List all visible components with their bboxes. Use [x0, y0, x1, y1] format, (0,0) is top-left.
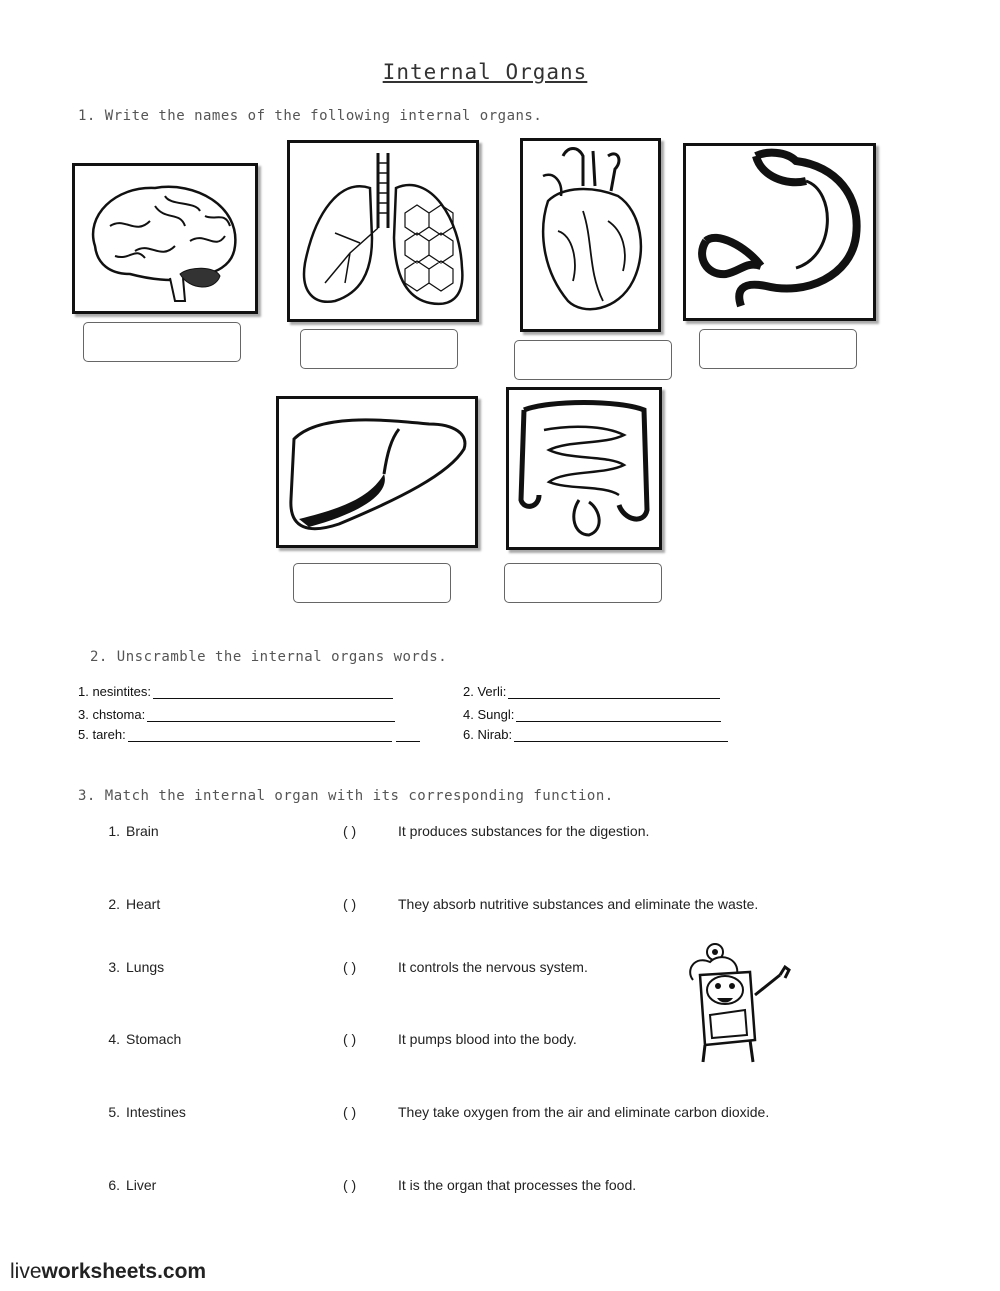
match-organ: Brain — [126, 823, 159, 839]
match-function: It pumps blood into the body. — [398, 1031, 577, 1047]
match-number: 6. — [108, 1177, 120, 1193]
footer-brand[interactable] — [10, 1260, 206, 1284]
section2-instruction: 2. Unscramble the internal organs words. — [90, 649, 448, 665]
lungs-icon — [290, 143, 476, 319]
answer-box-heart[interactable] — [514, 340, 672, 380]
lungs-image — [287, 140, 479, 322]
match-answer-slot[interactable]: ( ) — [343, 823, 357, 839]
unscramble-item-1 — [78, 684, 393, 699]
answer-line-extra — [396, 727, 420, 742]
match-row — [98, 1177, 898, 1197]
doctor-icon — [675, 940, 805, 1070]
match-number: 2. — [108, 896, 120, 912]
brand-light: live — [10, 1260, 42, 1283]
answer-line[interactable] — [153, 684, 393, 699]
answer-box-lungs[interactable] — [300, 329, 458, 369]
match-answer-slot[interactable]: ( ) — [343, 896, 357, 912]
match-number: 3. — [108, 959, 120, 975]
intestines-image — [506, 387, 662, 550]
answer-line[interactable] — [128, 727, 392, 742]
unscramble-label: 2. Verli: — [463, 684, 507, 699]
match-row — [98, 823, 898, 843]
unscramble-item-4 — [463, 707, 721, 722]
answer-box-intestines[interactable] — [504, 563, 662, 603]
liver-image — [276, 396, 478, 548]
brand-bold: worksheets — [41, 1260, 158, 1283]
match-number: 4. — [108, 1031, 120, 1047]
match-organ: Stomach — [126, 1031, 182, 1047]
match-function: It produces substances for the digestion. — [398, 823, 650, 839]
stomach-image — [683, 143, 876, 321]
unscramble-item-3 — [78, 707, 395, 722]
answer-line[interactable] — [147, 707, 395, 722]
answer-box-brain[interactable] — [83, 322, 241, 362]
match-answer-slot[interactable]: ( ) — [343, 1104, 357, 1120]
match-answer-slot[interactable]: ( ) — [343, 959, 357, 975]
brain-image — [72, 163, 258, 314]
liver-icon — [279, 399, 475, 545]
unscramble-label: 4. Sungl: — [463, 707, 515, 722]
match-organ: Heart — [126, 896, 161, 912]
intestines-icon — [509, 390, 659, 547]
unscramble-item-5 — [78, 727, 420, 742]
unscramble-item-6 — [463, 727, 728, 742]
unscramble-label: 5. tareh: — [78, 727, 126, 742]
answer-line[interactable] — [514, 727, 728, 742]
answer-line[interactable] — [508, 684, 720, 699]
page-title: Internal Organs — [382, 60, 588, 84]
brand-tld: .com — [157, 1260, 207, 1283]
brain-icon — [75, 166, 255, 311]
match-function: They take oxygen from the air and eliminate carbon dioxide. — [398, 1104, 770, 1120]
section1-instruction: 1. Write the names of the following internal organs. — [78, 108, 543, 124]
unscramble-label: 3. chstoma: — [78, 707, 146, 722]
match-row — [98, 896, 898, 916]
stomach-icon — [686, 146, 873, 318]
heart-icon — [523, 141, 658, 329]
match-answer-slot[interactable]: ( ) — [343, 1177, 357, 1193]
match-organ: Liver — [126, 1177, 157, 1193]
unscramble-label: 1. nesintites: — [78, 684, 151, 699]
match-organ: Lungs — [126, 959, 165, 975]
match-row — [98, 1104, 898, 1124]
match-function: They absorb nutritive substances and eliminate the waste. — [398, 896, 759, 912]
answer-line[interactable] — [516, 707, 721, 722]
heart-image — [520, 138, 661, 332]
match-number: 1. — [108, 823, 120, 839]
answer-box-liver[interactable] — [293, 563, 451, 603]
doctor-cartoon — [675, 940, 805, 1070]
match-answer-slot[interactable]: ( ) — [343, 1031, 357, 1047]
unscramble-label: 6. Nirab: — [463, 727, 513, 742]
unscramble-item-2 — [463, 684, 720, 699]
section3-instruction: 3. Match the internal organ with its corresponding function. — [78, 788, 614, 804]
match-function: It controls the nervous system. — [398, 959, 588, 975]
match-function: It is the organ that processes the food. — [398, 1177, 637, 1193]
match-organ: Intestines — [126, 1104, 186, 1120]
match-number: 5. — [108, 1104, 120, 1120]
answer-box-stomach[interactable] — [699, 329, 857, 369]
